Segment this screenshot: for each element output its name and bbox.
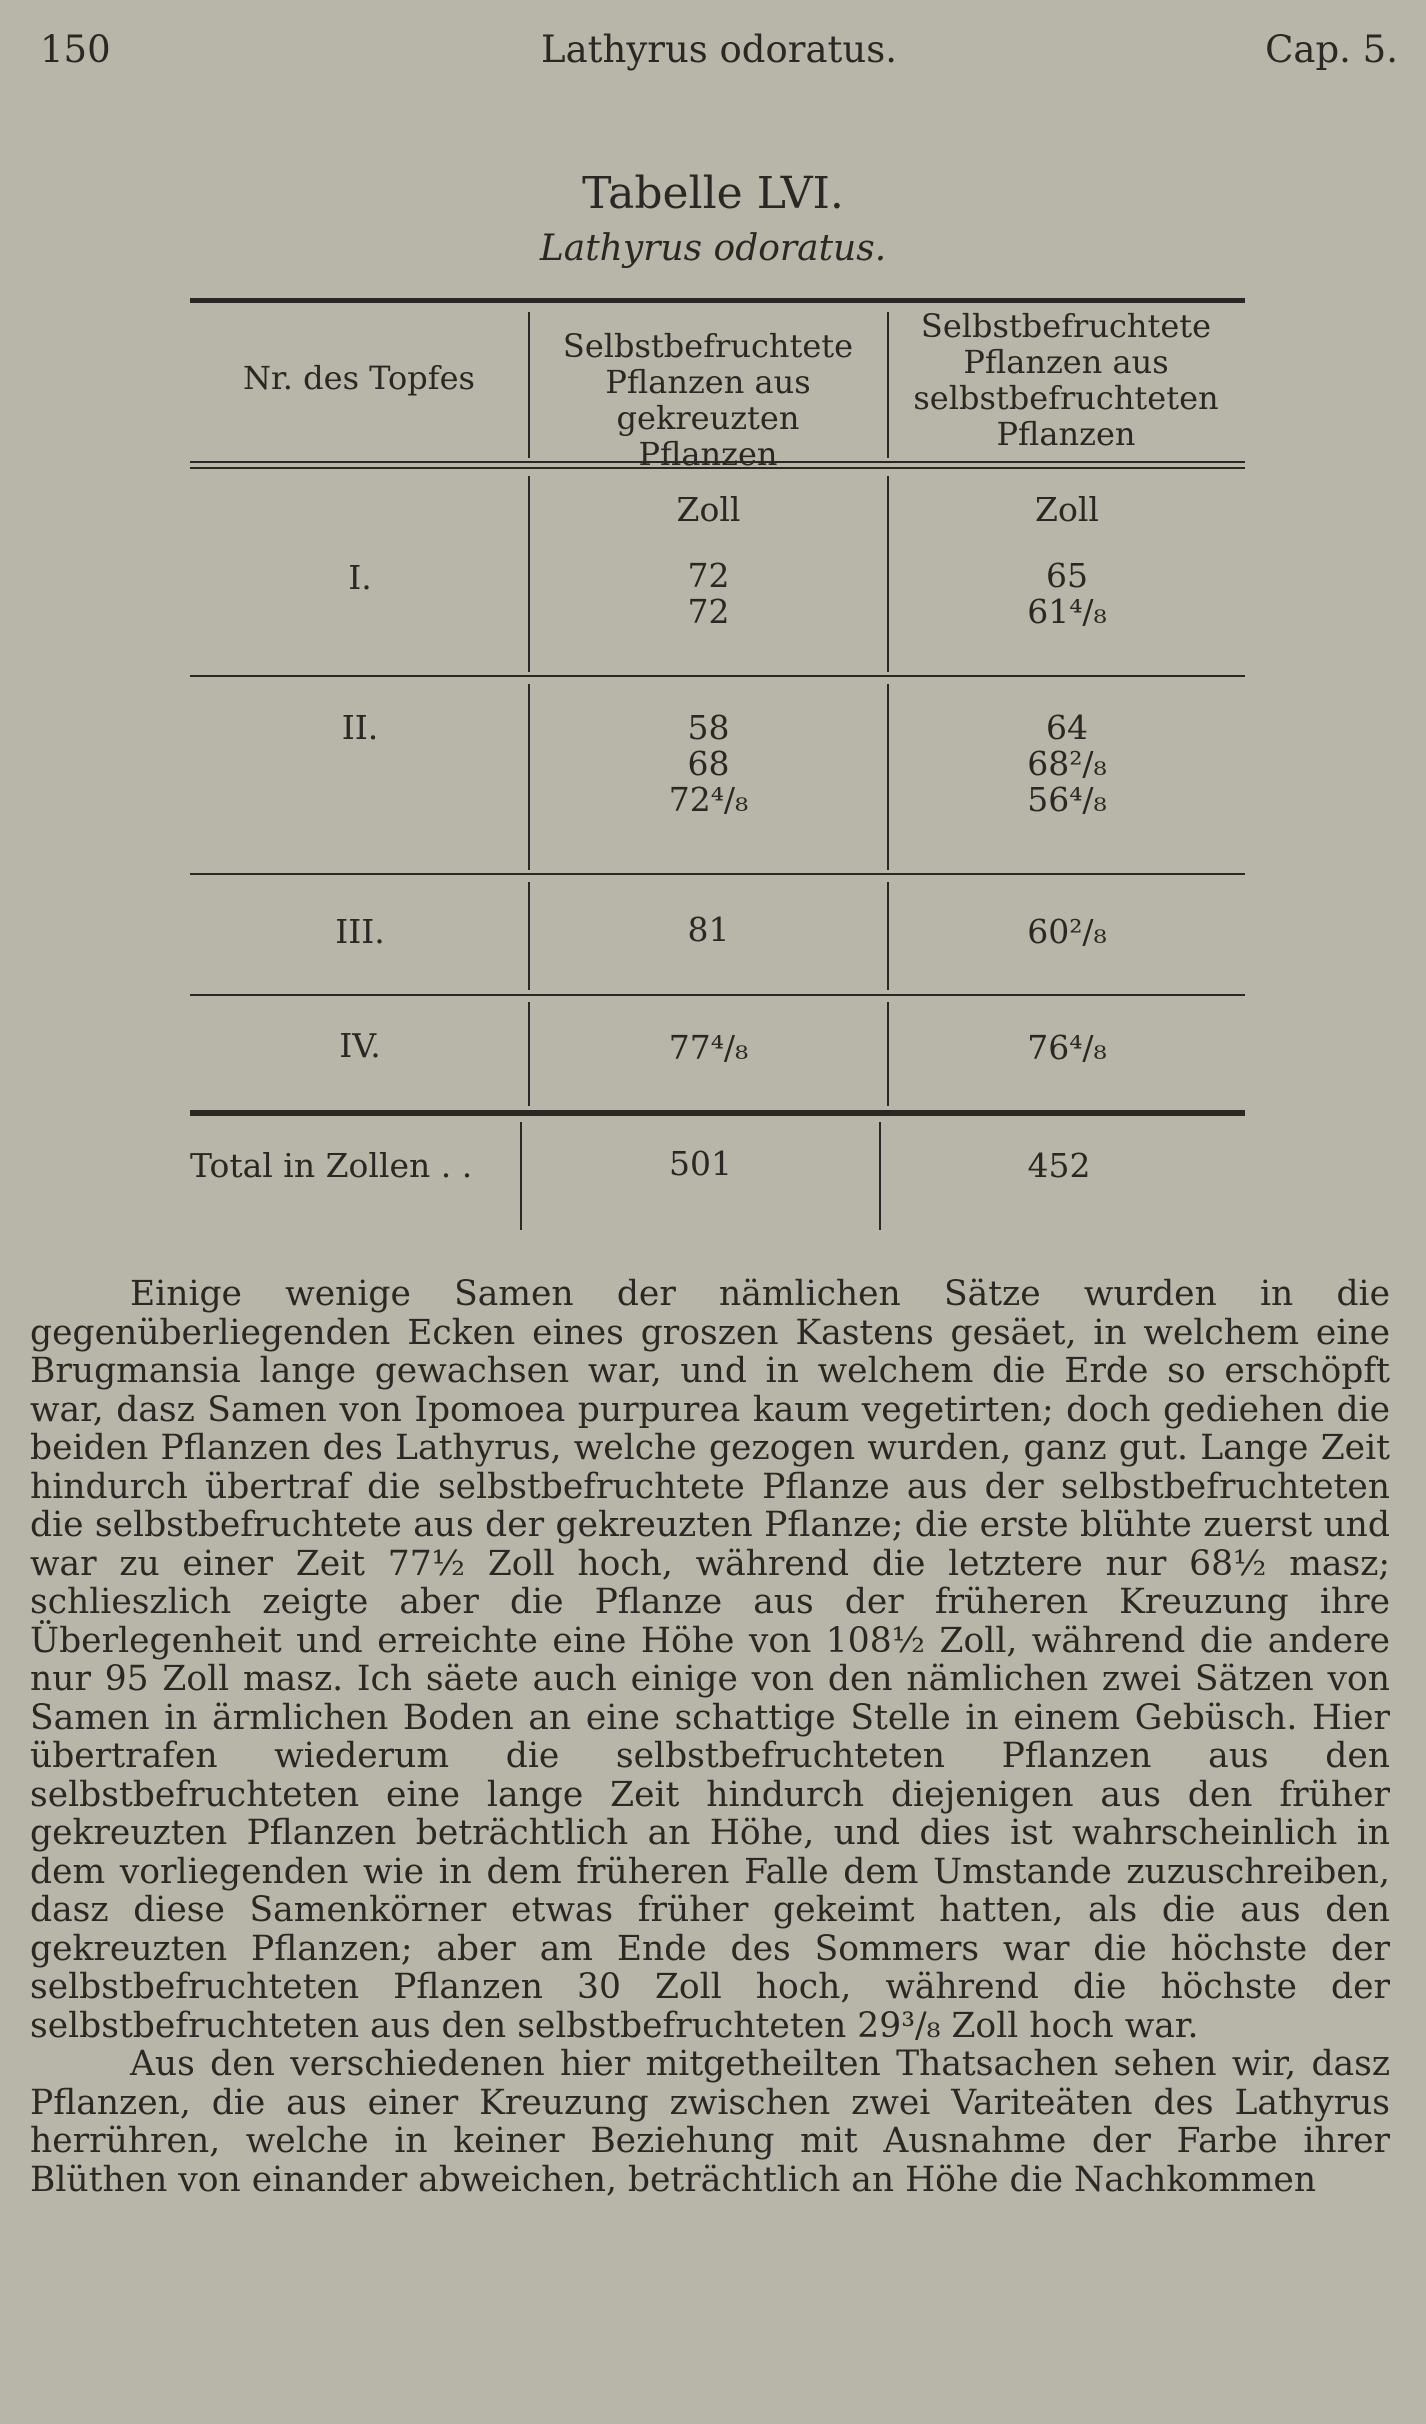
pot-values-col2 [889,1030,1245,1066]
body-text [30,1275,1390,2199]
pot-values-col1 [530,558,887,630]
total-label: Total in Zollen . . [190,1146,473,1185]
height-value: 72 [687,556,730,595]
header-self-parent: Selbstbefruchtete Pflanzen aus selbstbefruchteten Pflanzen [913,307,1219,453]
height-value: 81 [687,910,730,949]
pot-values-col1 [530,1030,887,1066]
total-rule [190,1110,1245,1116]
pot-values-col1 [530,912,887,948]
header-crossed-parent: Selbstbefruchtete Pflanzen aus gekreuzten Pflanzen [562,327,854,473]
unit-label-col2: Zoll [1035,490,1099,529]
column-divider [887,312,889,458]
height-value: 56⁴/₈ [1027,780,1107,819]
height-value: 76⁴/₈ [1027,1028,1107,1067]
pot-values-col2 [889,914,1245,950]
total-value: 452 [1027,1146,1091,1185]
pot-label: III. [335,912,385,951]
running-title: Lathyrus odoratus. [541,28,897,71]
total-col2 [881,1148,1237,1184]
height-value: 58 [687,708,730,747]
data-table [190,290,1245,1230]
height-value: 72⁴/₈ [668,780,749,819]
height-value: 68²/₈ [1027,744,1107,783]
row-rule [190,675,1245,677]
height-value: 64 [1046,708,1088,747]
pot-label: IV. [339,1026,381,1065]
table-top-rule [190,298,1245,303]
height-value: 65 [1046,556,1088,595]
header-pot-number: Nr. des Topfes [243,359,475,397]
page-header [40,28,1398,78]
height-value: 68 [687,744,730,783]
table-title: Tabelle LVI. [582,168,844,219]
pot-values-col2 [889,558,1245,630]
chapter-label: Cap. 5. [1265,28,1398,71]
pot-label: I. [348,558,372,597]
height-value: 72 [687,592,730,631]
paragraph: Aus den verschiedenen hier mitgetheilten Thatsachen sehen wir, dasz Pflanzen, die aus einer Kreuzung zwischen zwei Variteäten des Lathyrus herrühren, welche in keiner Beziehung mit Ausnahme der Farbe ihrer Blüthen von einander abweichen, beträchtlich an Höhe die Nachkommen [30,2044,1390,2200]
row-rule [190,873,1245,875]
page-number: 150 [40,28,111,71]
pot-label: II. [341,708,379,747]
pot-values-col2 [889,710,1245,818]
row-rule [190,994,1245,996]
unit-label-col1: Zoll [676,490,741,529]
table-subtitle: Lathyrus odoratus. [539,228,887,269]
column-divider [528,312,530,458]
total-value: 501 [669,1144,732,1183]
pot-values-col1 [530,710,887,818]
paragraph: Einige wenige Samen der nämlichen Sätze wurden in die gegenüberliegenden Ecken eines groszen Kastens gesäet, in welchem eine Brugmansia lange gewachsen war, und in welchem die Erde so erschöpft war, dasz Samen von Ipomoea purpurea kaum vegetirten; doch gediehen die beiden Pflanzen des Lathyrus, welche gezogen wurden, ganz gut. Lange Zeit hindurch übertraf die selbstbefruchtete Pflanze aus der selbstbefruchteten die selbstbefruchtete aus der gekreuzten Pflanze; die erste blühte zuerst und war zu einer Zeit 77½ Zoll hoch, während die letztere nur 68½ masz; schlieszlich zeigte aber die Pflanze aus der früheren Kreuzung ihre Überlegenheit und erreichte eine Höhe von 108½ Zoll, während die andere nur 95 Zoll masz. Ich säete auch einige von den nämlichen zwei Sätzen von Samen in ärmlichen Boden an eine schattige Stelle in einem Gebüsch. Hier übertrafen wiederum die selbstbefruchteten Pflanzen aus den selbstbefruchteten eine lange Zeit hindurch diejenigen aus den früher gekreuzten Pflanzen beträchtlich an Höhe, und dies ist wahrscheinlich in dem vorliegenden wie in dem früheren Falle dem Umstande zuzuschreiben, dasz diese Samenkörner etwas früher gekeimt hatten, als die aus den gekreuzten Pflanzen; aber am Ende des Sommers war die höchste der selbstbefruchteten Pflanzen 30 Zoll hoch, während die höchste der selbstbefruchteten aus den selbstbefruchteten 29³/₈ Zoll hoch war. [30,1274,1390,2046]
total-col1 [522,1146,879,1182]
height-value: 77⁴/₈ [668,1028,749,1067]
height-value: 60²/₈ [1027,912,1107,951]
height-value: 61⁴/₈ [1027,592,1107,631]
